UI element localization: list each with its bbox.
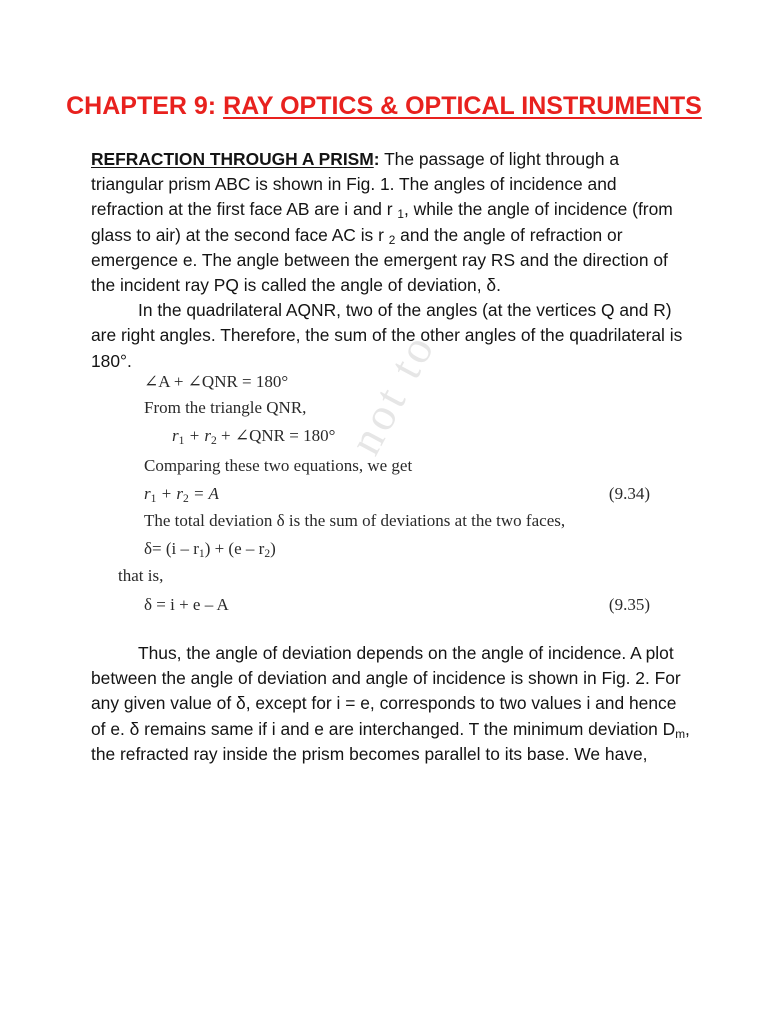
equation-triangle-sum: $r_1 + r_2$ + ∠QNR = 180° bbox=[172, 426, 336, 447]
section-heading: REFRACTION THROUGH A PRISM bbox=[91, 149, 374, 169]
section-heading-colon: : bbox=[373, 149, 380, 169]
watermark-text: not to bbox=[338, 323, 445, 463]
equation-r-sum: $r_1 + r_2 = A$ bbox=[144, 484, 219, 505]
paragraph-3 bbox=[91, 641, 691, 767]
chapter-title-prefix: CHAPTER 9: bbox=[66, 92, 224, 120]
equation-text-triangle: From the triangle QNR, bbox=[144, 398, 307, 417]
subscript-r1: 1 bbox=[397, 207, 405, 222]
equation-text-total-deviation: The total deviation δ is the sum of deviations at the two faces, bbox=[144, 511, 566, 530]
chapter-title bbox=[0, 92, 768, 121]
chapter-title-topic: RAY OPTICS & OPTICAL INSTRUMENTS bbox=[223, 92, 702, 120]
equation-number-9-35: (9.35) bbox=[608, 595, 650, 614]
paragraph-1-part-a: The passage of light through a triangular prism ABC is shown in Fig. 1. The angles of incidence and refraction at the first face AB are i and r bbox=[91, 149, 619, 220]
paragraph-1-part-b: , while the angle of incidence (from glass to air) at the second face AC is r bbox=[91, 199, 673, 245]
equation-text-compare: Comparing these two equations, we get bbox=[144, 456, 413, 475]
subscript-m: m bbox=[675, 726, 686, 741]
paragraph-1-part-c: and the angle of refraction or emergence e. The angle between the emergent ray RS and the direction of the incident ray PQ is called the angle of deviation, δ. bbox=[91, 224, 668, 296]
equation-angle-sum: ∠A + ∠QNR = 180° bbox=[144, 372, 289, 391]
equation-text-that-is: that is, bbox=[118, 566, 164, 585]
equation-deviation-sum: $\delta= (i - r_1) + (e - r_2)$ bbox=[144, 539, 276, 560]
subscript-r2: 2 bbox=[388, 232, 396, 247]
equation-number-9-34: (9.34) bbox=[608, 484, 650, 503]
paragraph-3-part-a: Thus, the angle of deviation depends on the angle of incidence. A plot between the angle of deviation and angle of incidence is shown in Fig. 2. For any given value of δ, except for i = e, corresponds to two values i and hence of e. δ remains same if i and e are interchanged. T the minimum deviation D bbox=[91, 643, 681, 739]
paragraph-3-part-b: , the refracted ray inside the prism becomes parallel to its base. We have, bbox=[91, 718, 690, 764]
paragraph-2: In the quadrilateral AQNR, two of the angles (at the vertices Q and R) are right angles. Therefore, the sum of the other angles of the quadrilateral is 180°. bbox=[91, 300, 683, 371]
equation-deviation-final: δ = i + e – A bbox=[144, 595, 229, 614]
